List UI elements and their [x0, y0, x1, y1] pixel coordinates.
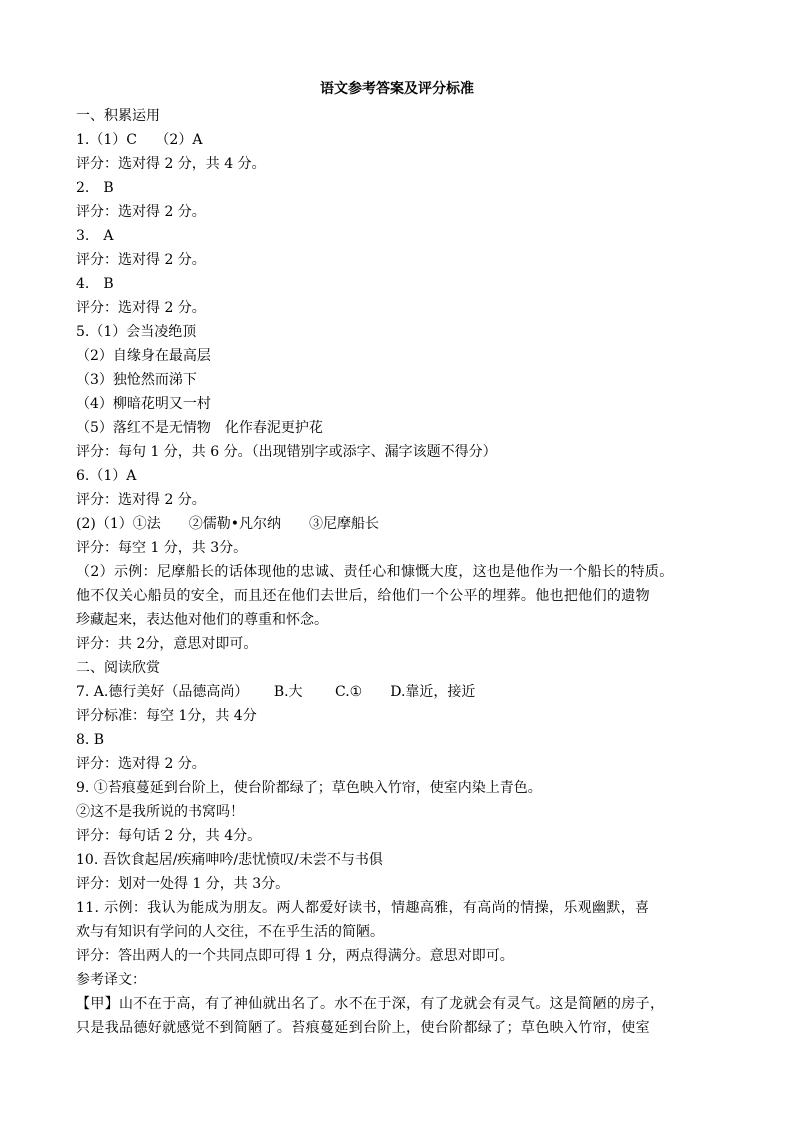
section-heading: 一、积累运用	[76, 108, 160, 124]
answer-line: 7. A.德行美好（品德高尚） B.大 C.① D.靠近，接近	[76, 684, 476, 700]
answer-line: 10. 吾饮食起居/疾痛呻吟/悲忧愤叹/未尝不与书俱	[76, 852, 383, 868]
scoring-line: 评分：选对得 2 分。	[76, 756, 206, 772]
answer-line: (2)（1）①法 ②儒勒•凡尔纳 ③尼摩船长	[76, 516, 379, 532]
subheading-line: 参考译文：	[76, 972, 146, 988]
paragraph-line: 珍藏起来，表达他对他们的尊重和怀念。	[76, 612, 328, 628]
answer-line: （4）柳暗花明又一村	[76, 396, 211, 412]
paragraph-line: 他不仅关心船员的安全，而且还在他们去世后，给他们一个公平的埋葬。他也把他们的遗物	[76, 588, 650, 604]
scoring-line: 评分：选对得 2 分，共 4 分。	[76, 156, 266, 172]
answer-line: 2. B	[76, 180, 114, 196]
scoring-line: 评分：每空 1 分，共 3分。	[76, 540, 248, 556]
document-body	[76, 104, 726, 1040]
scoring-line: 评分：选对得 2 分。	[76, 252, 206, 268]
paragraph-line: （2）示例：尼摩船长的话体现他的忠诚、责任心和慷慨大度，这也是他作为一个船长的特质。	[76, 564, 674, 580]
answer-line: ②这不是我所说的书窝吗！	[76, 804, 244, 820]
paragraph-line: 只是我品德好就感觉不到简陋了。苔痕蔓延到台阶上，使台阶都绿了；草色映入竹帘，使室	[76, 1020, 650, 1036]
section-heading: 二、阅读欣赏	[76, 660, 160, 676]
paragraph-line: 11. 示例：我认为能成为朋友。两人都爱好读书，情趣高雅，有高尚的情操，乐观幽默，喜	[76, 900, 650, 916]
answer-line: 3. A	[76, 228, 114, 244]
answer-line: 4. B	[76, 276, 114, 292]
answer-line: 9. ①苔痕蔓延到台阶上，使台阶都绿了；草色映入竹帘，使室内染上青色。	[76, 780, 542, 796]
scoring-line: 评分：选对得 2 分。	[76, 492, 206, 508]
answer-line: （2）自缘身在最高层	[76, 348, 211, 364]
answer-line: 8. B	[76, 732, 105, 748]
scoring-line: 评分：共 2分，意思对即可。	[76, 636, 258, 652]
scoring-line: 评分：选对得 2 分。	[76, 204, 206, 220]
scoring-line: 评分：答出两人的一个共同点即可得 1 分，两点得满分。意思对即可。	[76, 948, 514, 964]
scoring-line: 评分：每句 1 分，共 6 分。（出现错别字或添字、漏字该题不得分）	[76, 444, 497, 460]
answer-line: 6.（1）A	[76, 468, 137, 484]
scoring-line: 评分：选对得 2 分。	[76, 300, 206, 316]
page-title: 语文参考答案及评分标准	[320, 81, 474, 97]
scoring-line: 评分：每句话 2 分，共 4分。	[76, 828, 262, 844]
paragraph-line: 欢与有知识有学问的人交往，不在乎生活的简陋。	[76, 924, 384, 940]
answer-line: 1.（1）C （2）A	[76, 132, 203, 148]
scoring-line: 评分：划对一处得 1 分，共 3分。	[76, 876, 290, 892]
paragraph-line: 【甲】山不在于高，有了神仙就出名了。水不在于深，有了龙就会有灵气。这是简陋的房子，	[76, 996, 665, 1012]
answer-line: 5.（1）会当凌绝顶	[76, 324, 197, 340]
answer-line: （3）独怆然而涕下	[76, 372, 197, 388]
answer-line: （5）落红不是无情物 化作春泥更护花	[76, 420, 323, 436]
scoring-line: 评分标准：每空 1分，共 4分	[76, 708, 257, 724]
